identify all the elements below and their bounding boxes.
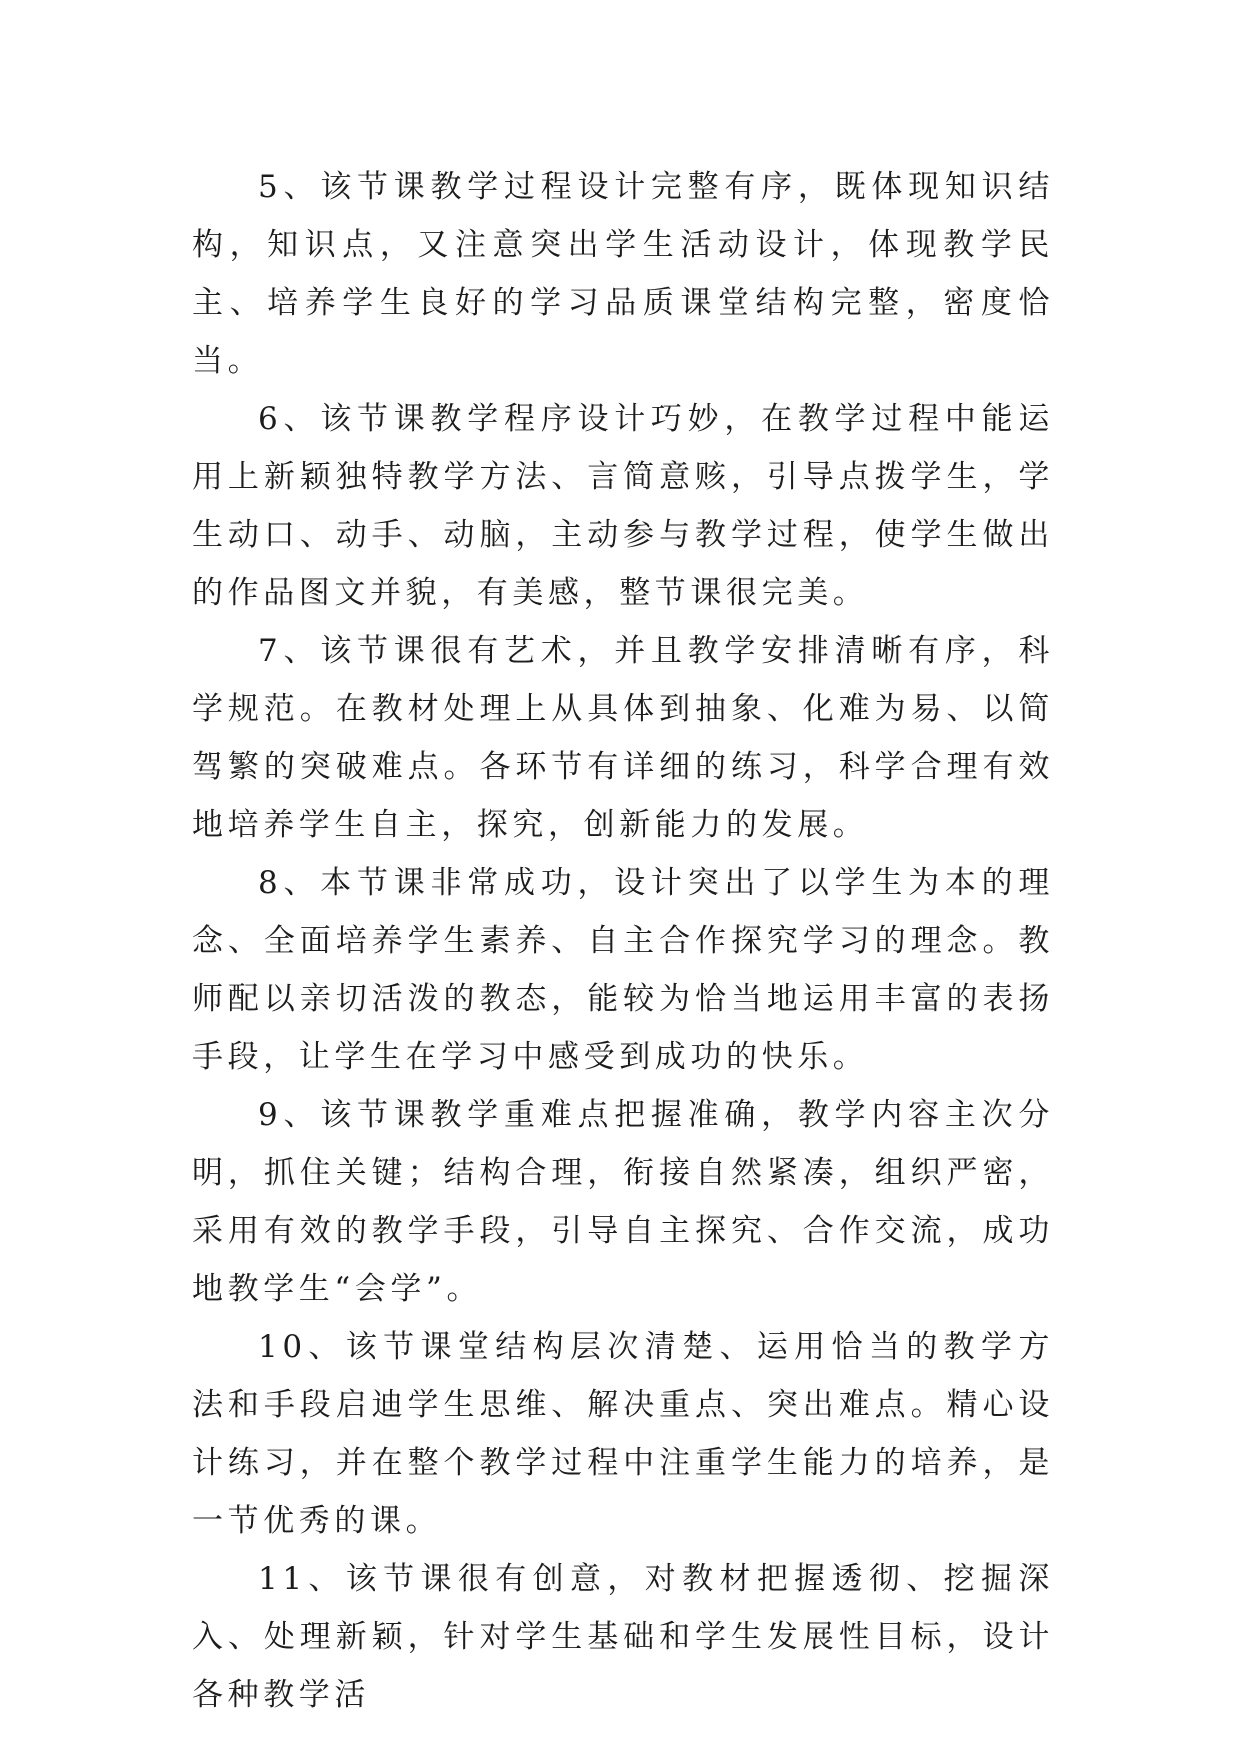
paragraph-6: 6、该节课教学程序设计巧妙，在教学过程中能运用上新颖独特教学方法、言简意赅，引导点拨学生，学生动口、动手、动脑，主动参与教学过程，使学生做出的作品图文并貌，有美感，整节课很完美。: [192, 401, 1054, 611]
paragraph-5: 5、该节课教学过程设计完整有序，既体现知识结构，知识点，又注意突出学生活动设计，体现教学民主、培养学生良好的学习品质课堂结构完整，密度恰当。: [192, 169, 1054, 379]
paragraph-8: 8、本节课非常成功，设计突出了以学生为本的理念、全面培养学生素养、自主合作探究学习的理念。教师配以亲切活泼的教态，能较为恰当地运用丰富的表扬手段，让学生在学习中感受到成功的快乐。: [192, 865, 1054, 1075]
paragraph-7: 7、该节课很有艺术，并且教学安排清晰有序，科学规范。在教材处理上从具体到抽象、化难为易、以简驾繁的突破难点。各环节有详细的练习，科学合理有效地培养学生自主，探究，创新能力的发展。: [192, 633, 1054, 843]
paragraph-10: 10、该节课堂结构层次清楚、运用恰当的教学方法和手段启迪学生思维、解决重点、突出难点。精心设计练习，并在整个教学过程中注重学生能力的培养，是一节优秀的课。: [192, 1329, 1054, 1539]
document-body: [192, 158, 1054, 1724]
paragraph-11: 11、该节课很有创意，对教材把握透彻、挖掘深入、处理新颖，针对学生基础和学生发展性目标，设计各种教学活: [192, 1561, 1054, 1713]
paragraph-9: 9、该节课教学重难点把握准确，教学内容主次分明，抓住关键；结构合理，衔接自然紧凑，组织严密，采用有效的教学手段，引导自主探究、合作交流，成功地教学生“会学”。: [192, 1097, 1054, 1307]
